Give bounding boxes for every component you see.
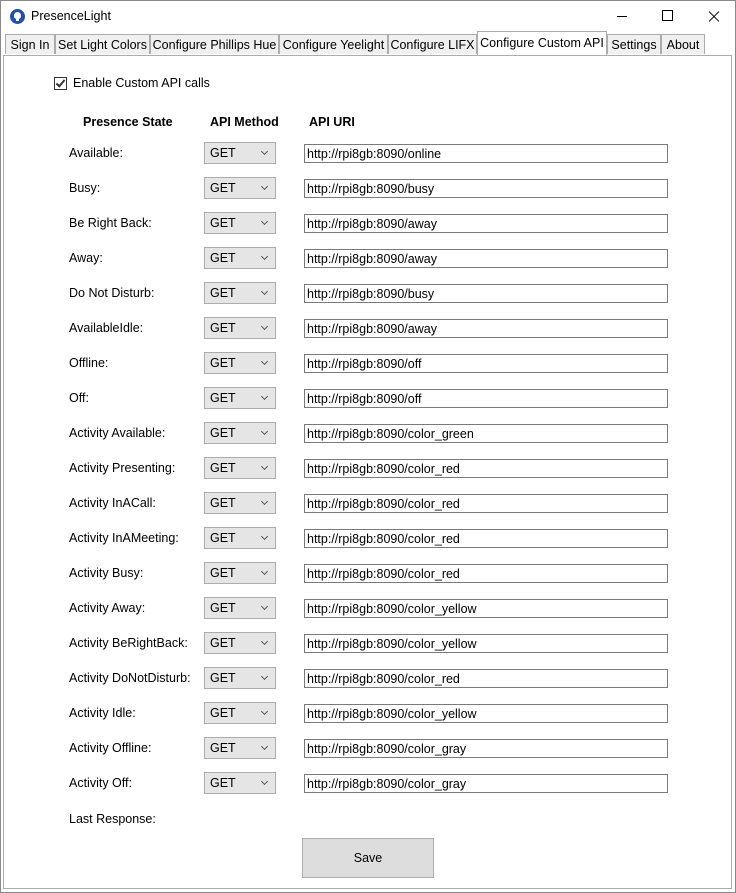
- api-uri-input[interactable]: [304, 459, 668, 478]
- chevron-down-icon[interactable]: [261, 533, 268, 540]
- presence-state-label: Offline:: [69, 356, 109, 370]
- api-method-value: GET: [210, 566, 236, 580]
- chevron-down-icon[interactable]: [261, 183, 268, 190]
- api-uri-input[interactable]: [304, 494, 668, 513]
- tab-configure-yeelight[interactable]: Configure Yeelight: [279, 34, 388, 54]
- chevron-down-icon[interactable]: [261, 743, 268, 750]
- window-title: PresenceLight: [31, 9, 111, 23]
- api-method-value: GET: [210, 181, 236, 195]
- header-api-uri: API URI: [309, 115, 355, 129]
- enable-custom-api-label: Enable Custom API calls: [73, 76, 210, 90]
- api-method-value: GET: [210, 146, 236, 160]
- api-uri-input[interactable]: [304, 634, 668, 653]
- chevron-down-icon[interactable]: [261, 498, 268, 505]
- api-method-select[interactable]: [204, 352, 276, 374]
- api-method-value: GET: [210, 216, 236, 230]
- header-api-method: API Method: [210, 115, 279, 129]
- presence-state-label: Activity Busy:: [69, 566, 144, 580]
- presence-state-label: Activity InAMeeting:: [69, 531, 179, 545]
- api-method-select[interactable]: [204, 422, 276, 444]
- tab-set-light-colors[interactable]: Set Light Colors: [55, 34, 150, 54]
- close-icon[interactable]: [691, 1, 736, 32]
- api-method-select[interactable]: [204, 212, 276, 234]
- presence-state-label: Activity Presenting:: [69, 461, 176, 475]
- api-method-value: GET: [210, 286, 236, 300]
- chevron-down-icon[interactable]: [261, 393, 268, 400]
- chevron-down-icon[interactable]: [261, 428, 268, 435]
- chevron-down-icon[interactable]: [261, 218, 268, 225]
- api-method-select[interactable]: [204, 562, 276, 584]
- presence-row: [0, 737, 736, 759]
- api-method-value: GET: [210, 391, 236, 405]
- presence-state-label: Be Right Back:: [69, 216, 152, 230]
- api-uri-input[interactable]: [304, 354, 668, 373]
- last-response-label: Last Response:: [69, 812, 156, 826]
- api-method-select[interactable]: [204, 317, 276, 339]
- api-uri-input[interactable]: [304, 214, 668, 233]
- api-uri-input[interactable]: [304, 669, 668, 688]
- presence-row: [0, 457, 736, 479]
- api-uri-input[interactable]: [304, 179, 668, 198]
- api-method-value: GET: [210, 496, 236, 510]
- api-uri-input[interactable]: [304, 389, 668, 408]
- presence-state-label: Busy:: [69, 181, 101, 195]
- chevron-down-icon[interactable]: [261, 603, 268, 610]
- tab-settings[interactable]: Settings: [607, 34, 661, 54]
- presence-row: [0, 772, 736, 794]
- api-method-select[interactable]: [204, 527, 276, 549]
- api-uri-input[interactable]: [304, 284, 668, 303]
- api-method-select[interactable]: [204, 457, 276, 479]
- api-uri-input[interactable]: [304, 599, 668, 618]
- api-uri-input[interactable]: [304, 319, 668, 338]
- tab-sign-in[interactable]: Sign In: [5, 34, 55, 54]
- api-uri-input[interactable]: [304, 424, 668, 443]
- chevron-down-icon[interactable]: [261, 253, 268, 260]
- presence-row: [0, 422, 736, 444]
- presence-row: [0, 177, 736, 199]
- api-uri-input[interactable]: [304, 529, 668, 548]
- chevron-down-icon[interactable]: [261, 778, 268, 785]
- api-method-select[interactable]: [204, 492, 276, 514]
- presence-row: [0, 387, 736, 409]
- presence-state-label: Activity Off:: [69, 776, 132, 790]
- api-method-select[interactable]: [204, 177, 276, 199]
- title-bar: [1, 1, 735, 32]
- presence-state-label: AvailableIdle:: [69, 321, 144, 335]
- presence-state-label: Do Not Disturb:: [69, 286, 155, 300]
- api-method-select[interactable]: [204, 632, 276, 654]
- api-method-value: GET: [210, 531, 236, 545]
- presence-row: [0, 282, 736, 304]
- presence-row: [0, 352, 736, 374]
- api-method-value: GET: [210, 636, 236, 650]
- presence-row: [0, 142, 736, 164]
- tab-configure-phillips-hue[interactable]: Configure Phillips Hue: [150, 34, 279, 54]
- api-method-value: GET: [210, 461, 236, 475]
- api-uri-input[interactable]: [304, 144, 668, 163]
- api-uri-input[interactable]: [304, 704, 668, 723]
- api-method-value: GET: [210, 706, 236, 720]
- chevron-down-icon[interactable]: [261, 323, 268, 330]
- api-method-select[interactable]: [204, 702, 276, 724]
- chevron-down-icon[interactable]: [261, 288, 268, 295]
- tab-configure-lifx[interactable]: Configure LIFX: [388, 34, 477, 54]
- presence-state-label: Activity DoNotDisturb:: [69, 671, 191, 685]
- presence-row: [0, 632, 736, 654]
- presence-state-label: Away:: [69, 251, 103, 265]
- enable-custom-api-checkbox[interactable]: [54, 77, 67, 90]
- presence-row: [0, 702, 736, 724]
- api-method-select[interactable]: [204, 772, 276, 794]
- chevron-down-icon[interactable]: [261, 463, 268, 470]
- presence-state-label: Off:: [69, 391, 89, 405]
- chevron-down-icon[interactable]: [261, 148, 268, 155]
- api-method-value: GET: [210, 356, 236, 370]
- api-method-select[interactable]: [204, 737, 276, 759]
- tab-strip: [3, 33, 733, 56]
- api-method-value: GET: [210, 741, 236, 755]
- api-uri-input[interactable]: [304, 249, 668, 268]
- presence-row: [0, 247, 736, 269]
- presence-row: [0, 667, 736, 689]
- presence-state-label: Activity Away:: [69, 601, 146, 615]
- api-method-value: GET: [210, 776, 236, 790]
- chevron-down-icon[interactable]: [261, 708, 268, 715]
- chevron-down-icon[interactable]: [261, 568, 268, 575]
- chevron-down-icon[interactable]: [261, 638, 268, 645]
- api-uri-input[interactable]: [304, 739, 668, 758]
- tab-about[interactable]: About: [661, 34, 705, 54]
- presence-state-label: Activity Idle:: [69, 706, 136, 720]
- api-method-value: GET: [210, 601, 236, 615]
- maximize-icon[interactable]: [645, 1, 691, 32]
- presence-state-label: Activity BeRightBack:: [69, 636, 188, 650]
- api-method-value: GET: [210, 251, 236, 265]
- api-method-select[interactable]: [204, 667, 276, 689]
- api-uri-input[interactable]: [304, 774, 668, 793]
- api-method-value: GET: [210, 671, 236, 685]
- presence-row: [0, 317, 736, 339]
- api-method-value: GET: [210, 426, 236, 440]
- presence-state-label: Available:: [69, 146, 123, 160]
- presence-state-label: Activity InACall:: [69, 496, 156, 510]
- presence-row: [0, 492, 736, 514]
- header-presence-state: Presence State: [83, 115, 173, 129]
- save-button[interactable]: Save: [302, 838, 434, 878]
- api-method-select[interactable]: [204, 247, 276, 269]
- presence-row: [0, 212, 736, 234]
- api-method-select[interactable]: [204, 597, 276, 619]
- presence-state-label: Activity Offline:: [69, 741, 152, 755]
- presence-row: [0, 527, 736, 549]
- api-method-value: GET: [210, 321, 236, 335]
- presence-row: [0, 597, 736, 619]
- presence-row: [0, 562, 736, 584]
- minimize-icon[interactable]: [599, 1, 645, 32]
- chevron-down-icon[interactable]: [261, 673, 268, 680]
- presence-state-label: Activity Available:: [69, 426, 166, 440]
- tab-configure-custom-api[interactable]: Configure Custom API: [477, 31, 607, 55]
- api-method-select[interactable]: [204, 387, 276, 409]
- lightbulb-icon: [10, 9, 25, 24]
- api-method-select[interactable]: [204, 142, 276, 164]
- api-method-select[interactable]: [204, 282, 276, 304]
- api-uri-input[interactable]: [304, 564, 668, 583]
- chevron-down-icon[interactable]: [261, 358, 268, 365]
